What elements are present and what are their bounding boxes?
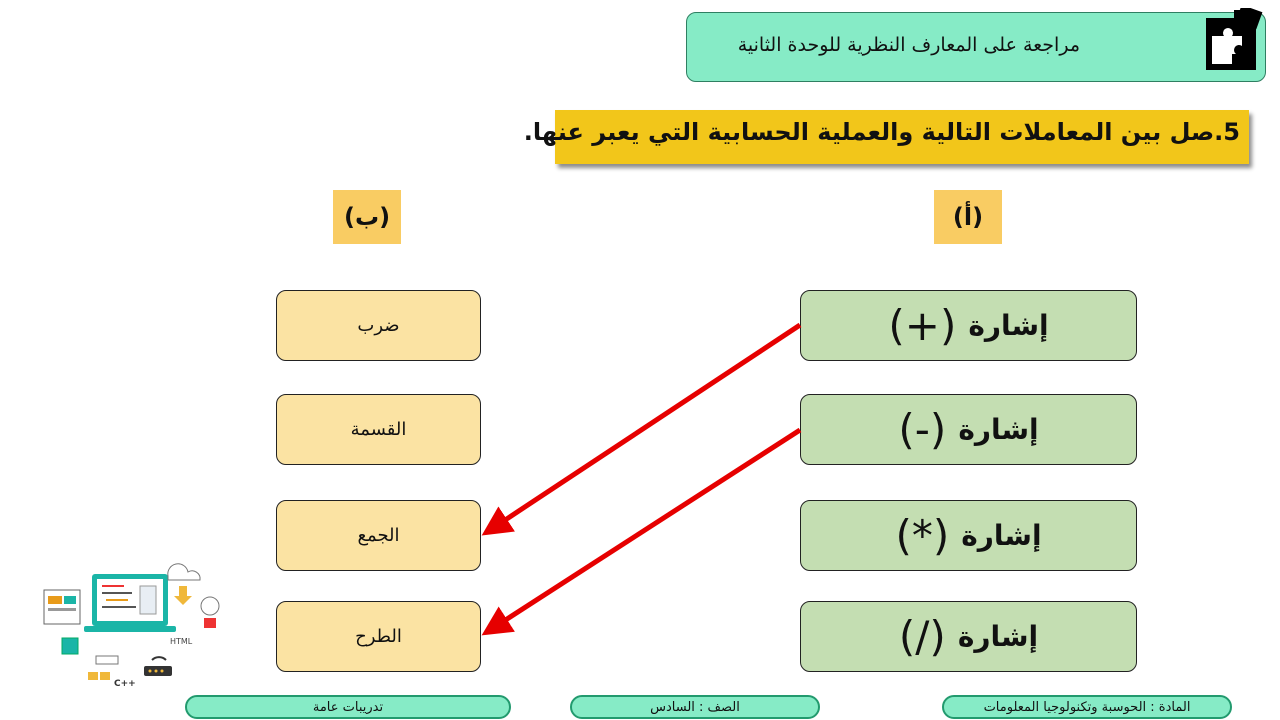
operator-symbol: (*) [895, 511, 950, 560]
operator-symbol: (/) [898, 612, 946, 661]
footer-grade: الصف : السادس [570, 695, 820, 719]
operator-word: إشارة [961, 519, 1042, 552]
column-a-label: (أ) [934, 190, 1002, 244]
operator-word: إشارة [958, 413, 1039, 446]
operator-word: إشارة [968, 309, 1049, 342]
operation-card-divide[interactable]: القسمة [276, 394, 481, 465]
column-b-label: (ب) [333, 190, 401, 244]
operation-card-multiply[interactable]: ضرب [276, 290, 481, 361]
operation-card-subtract[interactable]: الطرح [276, 601, 481, 672]
operator-symbol: (+) [888, 301, 957, 350]
operator-word: إشارة [957, 620, 1039, 653]
operation-card-add[interactable]: الجمع [276, 500, 481, 571]
html-label: HTML [170, 637, 193, 646]
connection-arrow-minus-to-subtract [490, 430, 800, 630]
cpp-label: C++ [114, 679, 136, 689]
footer-subject: المادة : الحوسبة وتكنولوجيا المعلومات [942, 695, 1232, 719]
connection-arrow-plus-to-add [490, 325, 800, 530]
header-title: مراجعة على المعارف النظرية للوحدة الثانية [737, 34, 1080, 56]
operator-symbol: (-) [898, 405, 947, 454]
footer-type: تدريبات عامة [185, 695, 511, 719]
question-text: 5.صل بين المعاملات التالية والعملية الحسابية التي يعبر عنها. [523, 118, 1240, 146]
tech-illustration [40, 562, 230, 692]
